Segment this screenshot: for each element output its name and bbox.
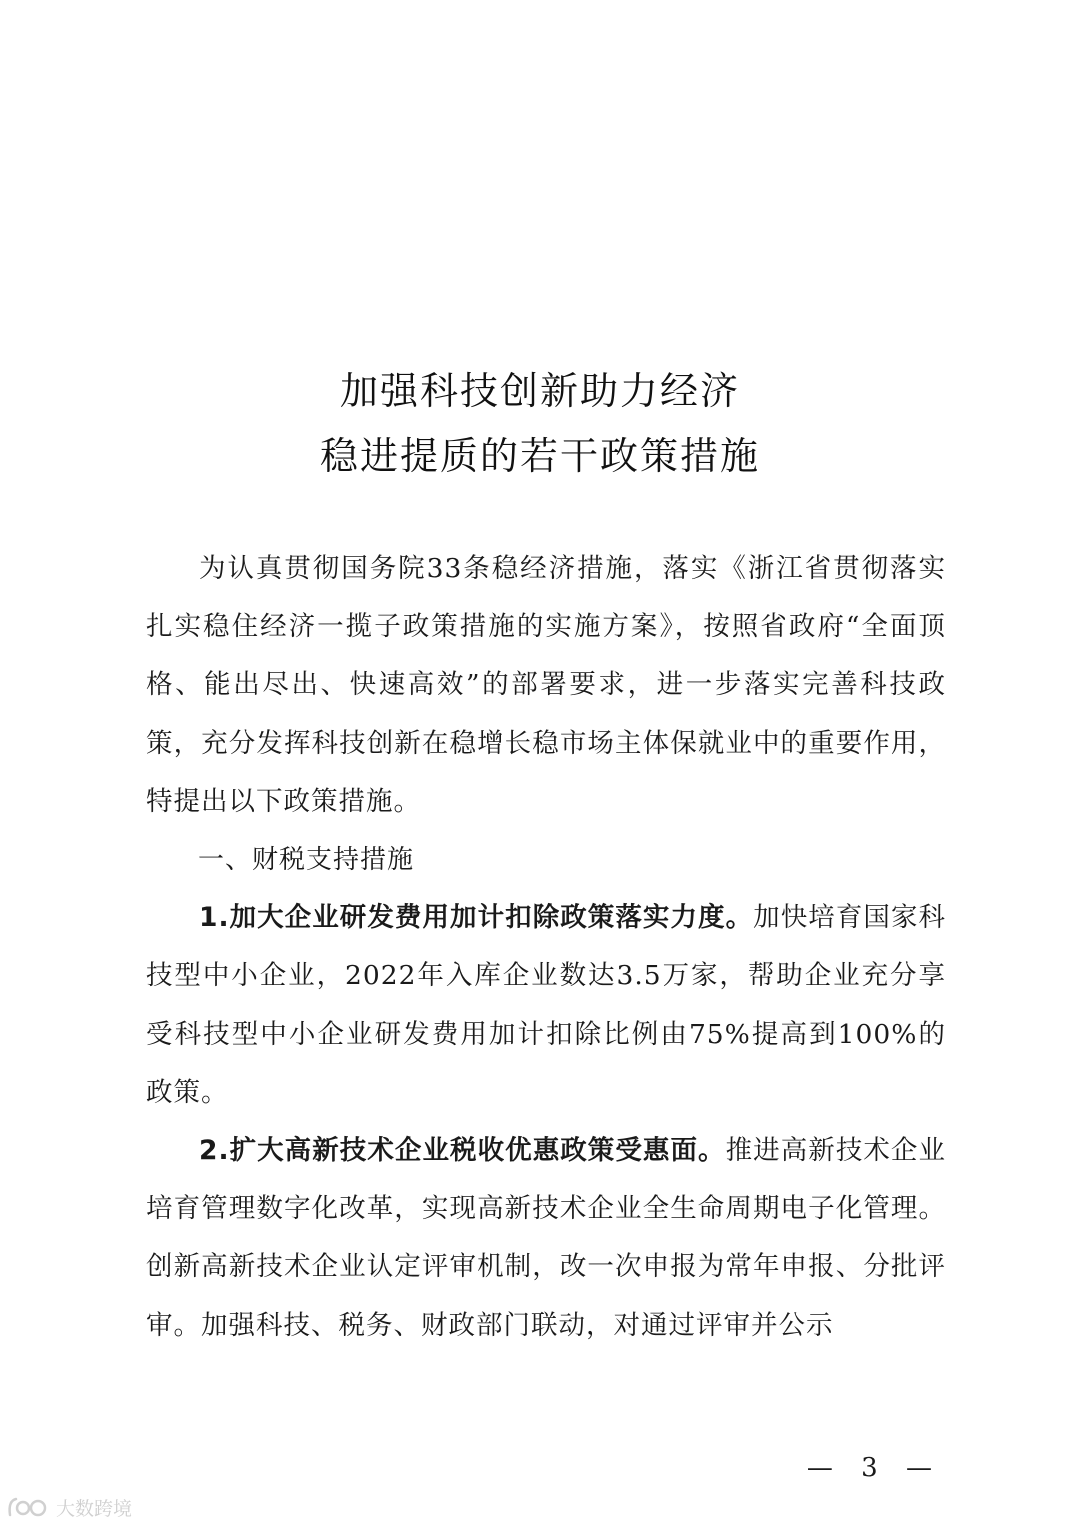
intro-paragraph: 为认真贯彻国务院33条稳经济措施，落实《浙江省贯彻落实扎实稳住经济一揽子政策措施的实施方案》，按照省政府“全面顶格、能出尽出、快速高效”的部署要求，进一步落实完善科技政策，充分发挥科技创新在稳增长稳市场主体保就业中的重要作用，特提出以下政策措施。 — [146, 553, 946, 817]
section-heading: 一、财税支持措施 — [198, 845, 415, 876]
page-number: — 3 — — [806, 1453, 942, 1483]
watermark-logo-icon — [6, 1495, 50, 1519]
item-1-heading: 1.加大企业研发费用加计扣除政策落实力度。 — [199, 902, 754, 934]
item-2-heading: 2.扩大高新技术企业税收优惠政策受惠面。 — [199, 1135, 726, 1167]
document-title-line-2: 稳进提质的若干政策措施 — [319, 434, 760, 478]
item-1-paragraph — [146, 889, 946, 1122]
item-2-paragraph — [146, 1122, 946, 1355]
watermark-text: 大数跨境 — [56, 1497, 133, 1520]
document-title-line-1: 加强科技创新助力经济 — [339, 369, 740, 413]
item-2-text: 推进高新技术企业培育管理数字化改革，实现高新技术企业全生命周期电子化管理。创新高新技术企业认定评审机制，改一次申报为常年申报、分批评审。加强科技、税务、财政部门联动，对通过评审并公示 — [146, 1135, 946, 1341]
document-body — [146, 540, 946, 1355]
watermark — [6, 1490, 132, 1524]
item-1-text: 加快培育国家科技型中小企业，2022年入库企业数达3.5万家，帮助企业充分享受科技型中小企业研发费用加计扣除比例由75%提高到100%的政策。 — [146, 902, 946, 1108]
